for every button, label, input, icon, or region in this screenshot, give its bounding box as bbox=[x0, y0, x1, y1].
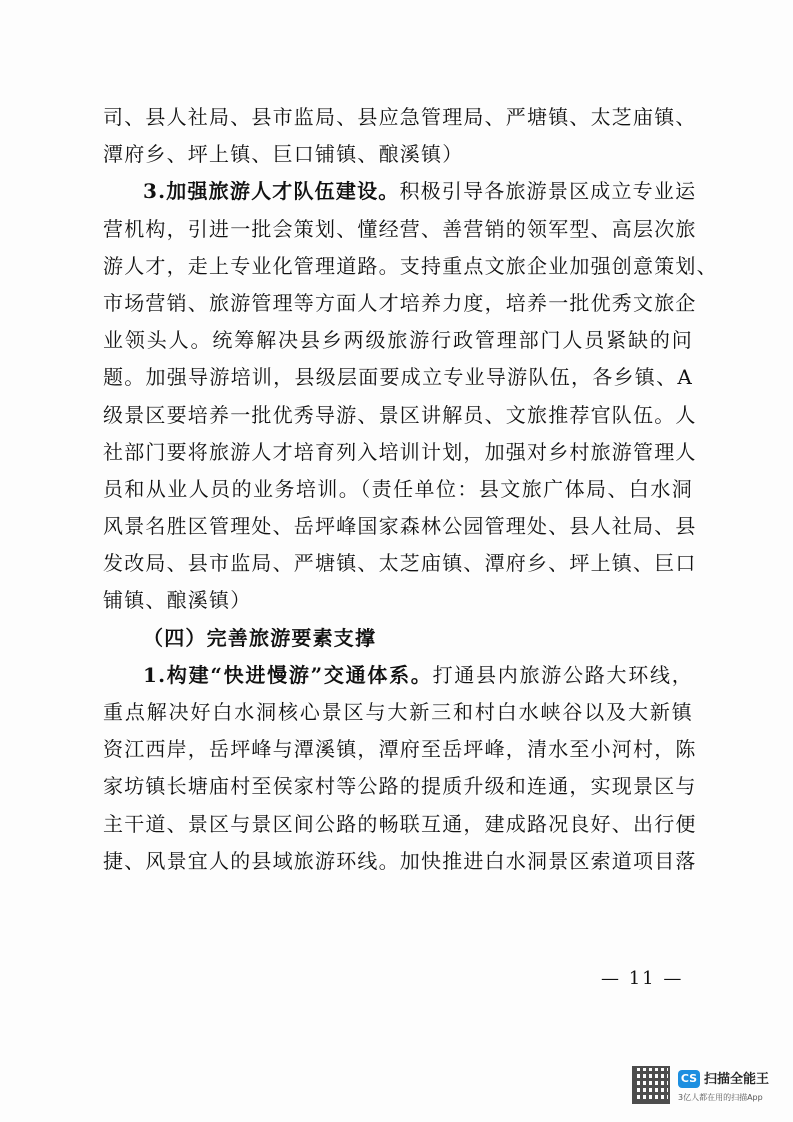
body-text bbox=[103, 99, 718, 880]
paragraph-line: 业领头人。统筹解决县乡两级旅游行政管理部门人员紧缺的问 bbox=[103, 328, 693, 353]
paragraph-line: 潭府乡、坪上镇、巨口铺镇、酿溪镇） bbox=[103, 142, 464, 167]
paragraph-line: 市场营销、旅游管理等方面人才培养力度，培养一批优秀文旅企 bbox=[103, 290, 697, 315]
paragraph-text: 打通县内旅游公路大环线， bbox=[432, 662, 693, 687]
camscanner-logo-icon: CS bbox=[678, 1070, 700, 1088]
paragraph-line: 司、县人社局、县市监局、县应急管理局、严塘镇、太芝庙镇、 bbox=[103, 105, 697, 129]
paragraph-line: 家坊镇长塘庙村至侯家村等公路的提质升级和连通，实现景区与 bbox=[103, 774, 697, 799]
paragraph-line: 营机构，引进一批会策划、懂经营、善营销的领军型、高层次旅 bbox=[103, 216, 697, 241]
paragraph-line bbox=[103, 657, 693, 694]
qr-code-icon bbox=[632, 1066, 670, 1104]
scanner-watermark bbox=[632, 1064, 782, 1112]
paragraph-line: 资江西岸，岳坪峰与潭溪镇，潭府至岳坪峰，清水至小河村，陈 bbox=[103, 737, 697, 762]
paragraph-line: 捷、风景宜人的县域旅游环线。加快推进白水洞景区索道项目落 bbox=[103, 848, 697, 873]
paragraph-line: 发改局、县市监局、严塘镇、太芝庙镇、潭府乡、坪上镇、巨口 bbox=[103, 551, 697, 576]
paragraph-line: 社部门要将旅游人才培育列入培训计划，加强对乡村旅游管理人 bbox=[103, 439, 697, 464]
item-heading: 1.构建“快进慢游”交通体系。 bbox=[143, 662, 433, 687]
paragraph-line: 员和从业人员的业务培训。（责任单位：县文旅广体局、白水洞 bbox=[103, 476, 693, 501]
paragraph-text: 积极引导各旅游景区成立专业运 bbox=[399, 179, 697, 204]
item-heading: 3.加强旅游人才队伍建设。 bbox=[143, 179, 400, 204]
paragraph-line: 级景区要培养一批优秀导游、景区讲解员、文旅推荐官队伍。人 bbox=[103, 402, 697, 427]
paragraph-line: 题。加强导游培训，县级层面要成立专业导游队伍，各乡镇、A bbox=[103, 365, 693, 390]
paragraph-line: 游人才，走上专业化管理道路。支持重点文旅企业加强创意策划、 bbox=[103, 253, 718, 278]
paragraph-line bbox=[103, 173, 697, 210]
paragraph-line: 铺镇、酿溪镇） bbox=[103, 588, 252, 613]
paragraph-line: 重点解决好白水洞核心景区与大新三和村白水峡谷以及大新镇 bbox=[103, 700, 693, 724]
paragraph-line: 主干道、景区与景区间公路的畅联互通，建成路况良好、出行便 bbox=[103, 811, 697, 836]
watermark-tagline: 3亿人都在用的扫描App bbox=[678, 1093, 763, 1102]
watermark-brand: 扫描全能王 bbox=[704, 1072, 770, 1087]
paragraph-line: 风景名胜区管理处、岳坪峰国家森林公园管理处、县人社局、县 bbox=[103, 514, 697, 539]
page-number: — 11 — bbox=[601, 968, 684, 989]
section-heading: （四）完善旅游要素支撑 bbox=[143, 625, 377, 650]
